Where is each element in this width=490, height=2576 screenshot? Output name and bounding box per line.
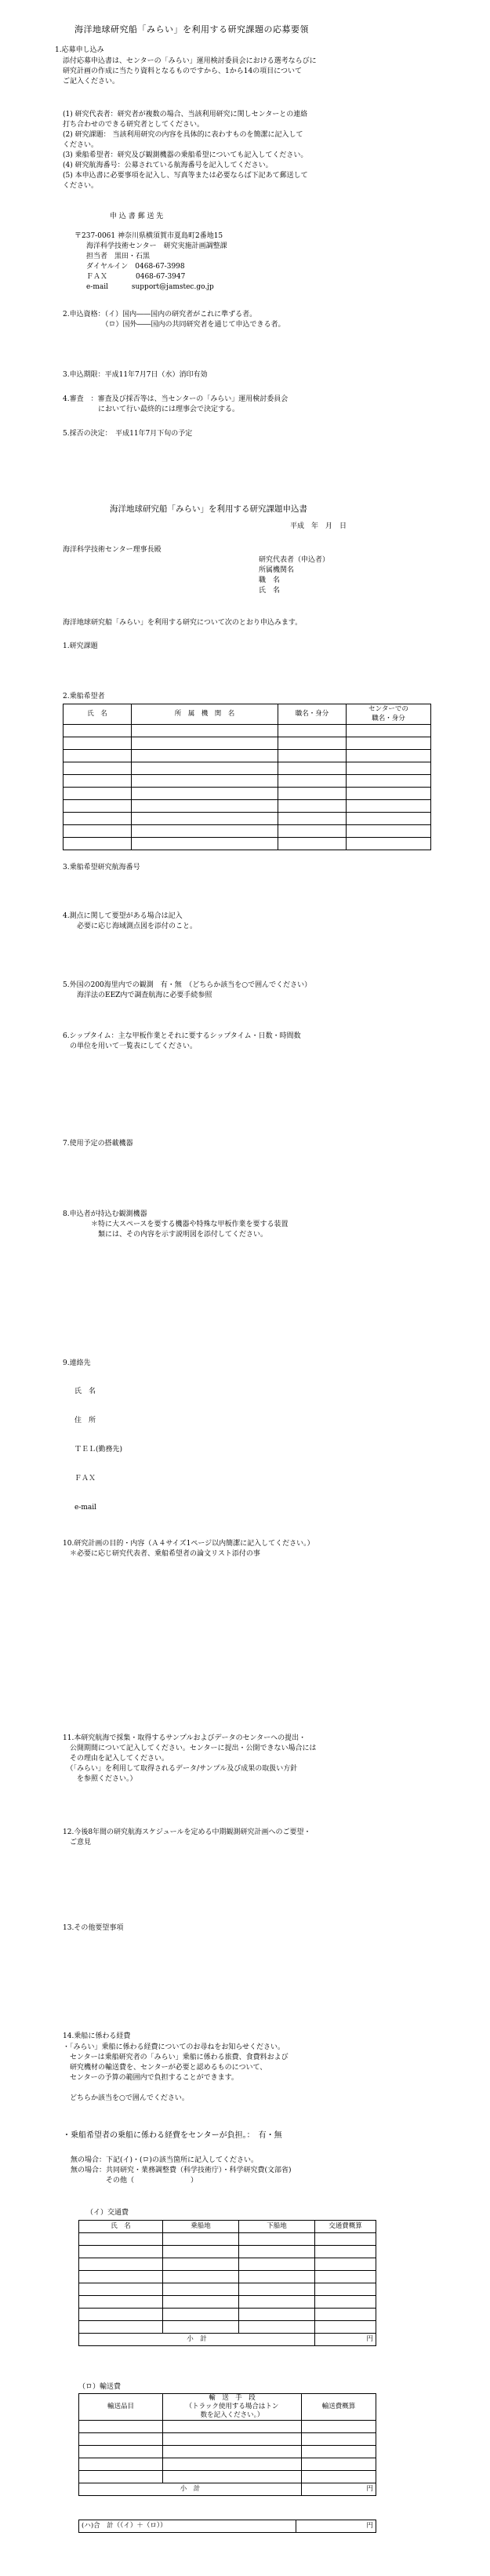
application-title: 海洋地球研究船「みらい」を利用する研究課題申込書 bbox=[110, 504, 307, 514]
table-row[interactable] bbox=[64, 824, 431, 837]
table-row[interactable] bbox=[64, 812, 431, 824]
q13-other-requests: 13.その他要望事項 bbox=[63, 1924, 124, 1932]
subtotal-row: 小 計 円 bbox=[79, 2483, 376, 2496]
q2-participants: 2.乗船希望者 bbox=[63, 693, 105, 700]
q6-ship-time: 6.シップタイム：主な甲板作業とそれに要するシップタイム・日数・時間数 の単位を用いて一覧表にしてください。 bbox=[63, 1032, 301, 1051]
transport-table-title: （イ）交通費 bbox=[86, 2209, 129, 2217]
table-row[interactable] bbox=[64, 799, 431, 812]
application-date: 平成 年 月 日 bbox=[290, 522, 347, 530]
q14-choice: ・乗船希望者の乗船に係わる経費をセンターが負担。： 有・無 bbox=[63, 2131, 282, 2140]
q14-expenses: 14.乗船に係わる経費 bbox=[63, 2032, 131, 2040]
table-row[interactable] bbox=[79, 2271, 376, 2283]
table-row[interactable] bbox=[79, 2309, 376, 2321]
subtotal-row: 小 計 円 bbox=[79, 2334, 376, 2346]
total-row: (ハ)合 計（（イ）＋（ロ）） 円 bbox=[79, 2520, 376, 2533]
table-header-row: 氏 名 所 属 機 関 名 職名・身分 センターでの 職名・身分 bbox=[64, 704, 431, 725]
q5-foreign-eez: 5.外国の200海里内での観測 有・無 （どちらか該当を○で囲んでください） 海洋法のEEZ内で調査航海に必要手続参照 bbox=[63, 981, 312, 1000]
q4-stations: 4.測点に関して要望がある場合は記入 必要に応じ海域測点図を添付のこと。 bbox=[63, 912, 198, 931]
q10-research-plan: 10.研究計画の目的・内容（Ａ４サイズ1ページ以内簡潔に記入してください。） ＊必要に応じ研究代表者、乗船希望者の論文リスト添付の事 bbox=[63, 1540, 314, 1559]
q9-contact: 9.連絡先 bbox=[63, 1359, 91, 1367]
table-row[interactable] bbox=[79, 2296, 376, 2309]
table-row[interactable] bbox=[64, 762, 431, 774]
section-5: 5.採否の決定： 平成11年7月下旬の予定 bbox=[63, 430, 193, 438]
address-block: 〒237-0061 神奈川県横須賀市夏島町2番地15 海洋科学技術センター 研究実施計画調整課 担当者 黒田・石黒 ダイヤルイン 0468-67-3998 ＦＡＸ 0468-67-3947 e-mail support@jamstec.go.jp bbox=[74, 232, 227, 292]
table-row[interactable] bbox=[64, 724, 431, 737]
contact-address: 住 所 bbox=[74, 1417, 96, 1424]
grand-total-table bbox=[78, 2520, 376, 2533]
table-row[interactable] bbox=[79, 2321, 376, 2334]
guidelines-title: 海洋地球研究船「みらい」を利用する研究課題の応募要領 bbox=[74, 24, 309, 35]
table-row[interactable] bbox=[79, 2471, 376, 2483]
table-row[interactable] bbox=[79, 2233, 376, 2246]
q11-data-submission: 11.本研究航海で採集・取得するサンプルおよびデータのセンターへの提出・ 公開期間について記入してください。センターに提出・公開できない場合には その理由を記入してください。 （「みらい」を利用して取得されるデータ/サンプル及び成果の取扱い方針 を参照ください。） bbox=[63, 1734, 317, 1784]
section-4: 4.審査 ：審査及び採否等は、当センターの「みらい」運用検討委員会 において行い最終的には理事会で決定する。 bbox=[63, 395, 289, 414]
applicant-block: 研究代表者（申込者） 所属機関名 職 名 氏 名 bbox=[259, 556, 330, 595]
transport-cost-table bbox=[78, 2220, 376, 2346]
table-header-row: 輸送品目 輸 送 手 段 （トラック使用する場合はトン 数を記入ください。） 輸送費概算 bbox=[79, 2394, 376, 2421]
shipping-cost-table bbox=[78, 2393, 376, 2496]
table-row[interactable] bbox=[64, 737, 431, 749]
q12-midterm-plan: 12.今後8年間の研究航海スケジュールを定める中期観測研究計画へのご要望・ ご意見 bbox=[63, 1828, 311, 1847]
address-heading: 申 込 書 郵 送 先 bbox=[110, 213, 164, 220]
table-row[interactable] bbox=[64, 837, 431, 850]
participants-table bbox=[63, 704, 431, 850]
table-row[interactable] bbox=[64, 787, 431, 799]
table-row[interactable] bbox=[64, 774, 431, 787]
table-row[interactable] bbox=[79, 2258, 376, 2271]
q7-onboard-equipment: 7.使用予定の搭載機器 bbox=[63, 1140, 133, 1148]
contact-email: e-mail bbox=[74, 1504, 97, 1512]
q3-cruise-number: 3.乗船希望研究航海番号 bbox=[63, 864, 140, 871]
section-1-body: 添付応募申込書は、センターの「みらい」運用検討委員会における選考ならびに 研究計画の作成に当たり資料となるものですから、1から14の項目について ご記入ください。 bbox=[63, 57, 317, 86]
table-row[interactable] bbox=[79, 2283, 376, 2296]
section-1-heading: 1.応募申し込み bbox=[55, 46, 104, 54]
application-intro: 海洋地球研究船「みらい」を利用する研究について次のとおり申込みます。 bbox=[63, 619, 303, 627]
table-header-row: 氏 名 乗船地 下船地 交通費概算 bbox=[79, 2221, 376, 2233]
table-row[interactable] bbox=[79, 2246, 376, 2258]
q8-brought-equipment: 8.申込者が持込む観測機器 ＊特に大スペースを要する機器や特殊な甲板作業を要する装置 類には、その内容を示す説明図を添付してください。 bbox=[63, 1210, 289, 1239]
addressee: 海洋科学技術センター理事長殿 bbox=[63, 546, 162, 554]
q1-research-topic: 1.研究課題 bbox=[63, 642, 98, 650]
section-3: 3.申込期限：平成11年7月7日（水）消印有効 bbox=[63, 371, 208, 379]
shipping-table-title: （ロ）輸送費 bbox=[78, 2383, 122, 2391]
section-2: 2.申込資格：（イ）国内――国内の研究者がこれに準ずる者。 （ロ）国外――国内の共同研究者を通じて申込できる者。 bbox=[63, 311, 285, 329]
q14-detail: 無の場合：下記(イ)・(ロ)の該当箇所に記入してください。 無の場合：共同研究・業務調整費（科学技術庁）・科学研究費(文部省) その他（ ） bbox=[71, 2156, 292, 2185]
table-row[interactable] bbox=[79, 2458, 376, 2471]
notes-list: (1) 研究代表者：研究者が複数の場合、当該利用研究に関しセンターとの連絡 打ち合わせのできる研究者としてください。 (2) 研究課題： 当該利用研究の内容を具体的に表わすものを簡潔に記入して ください。 (3) 乗船希望者：研究及び観測機器の乗船希望についても記入してください。 (4) 研究航海番号：公募されている航海番号を記入してください。 (5) 本申込書に必要事項を記入し、写真等または必要ならば下記あて郵送して ください。 bbox=[63, 111, 308, 191]
contact-fax: ＦＡＸ bbox=[74, 1475, 96, 1483]
contact-tel: ＴＥＬ(勤務先) bbox=[74, 1446, 123, 1454]
table-row[interactable] bbox=[64, 749, 431, 762]
table-row[interactable] bbox=[79, 2421, 376, 2433]
q14-body: ・「みらい」乗船に係わる経費についてのお尋ねをお知らせください。 センターは乗船研究者の「みらい」乗船に係わる旅費、食費料および 研究機材の輸送費を、センターが必要と認めるものについて、 センターの予算の範囲内で負担することができます。 どちらか該当を○で囲んでください。 bbox=[63, 2043, 289, 2103]
contact-name: 氏 名 bbox=[74, 1388, 96, 1395]
table-row[interactable] bbox=[79, 2433, 376, 2446]
table-row[interactable] bbox=[79, 2446, 376, 2458]
